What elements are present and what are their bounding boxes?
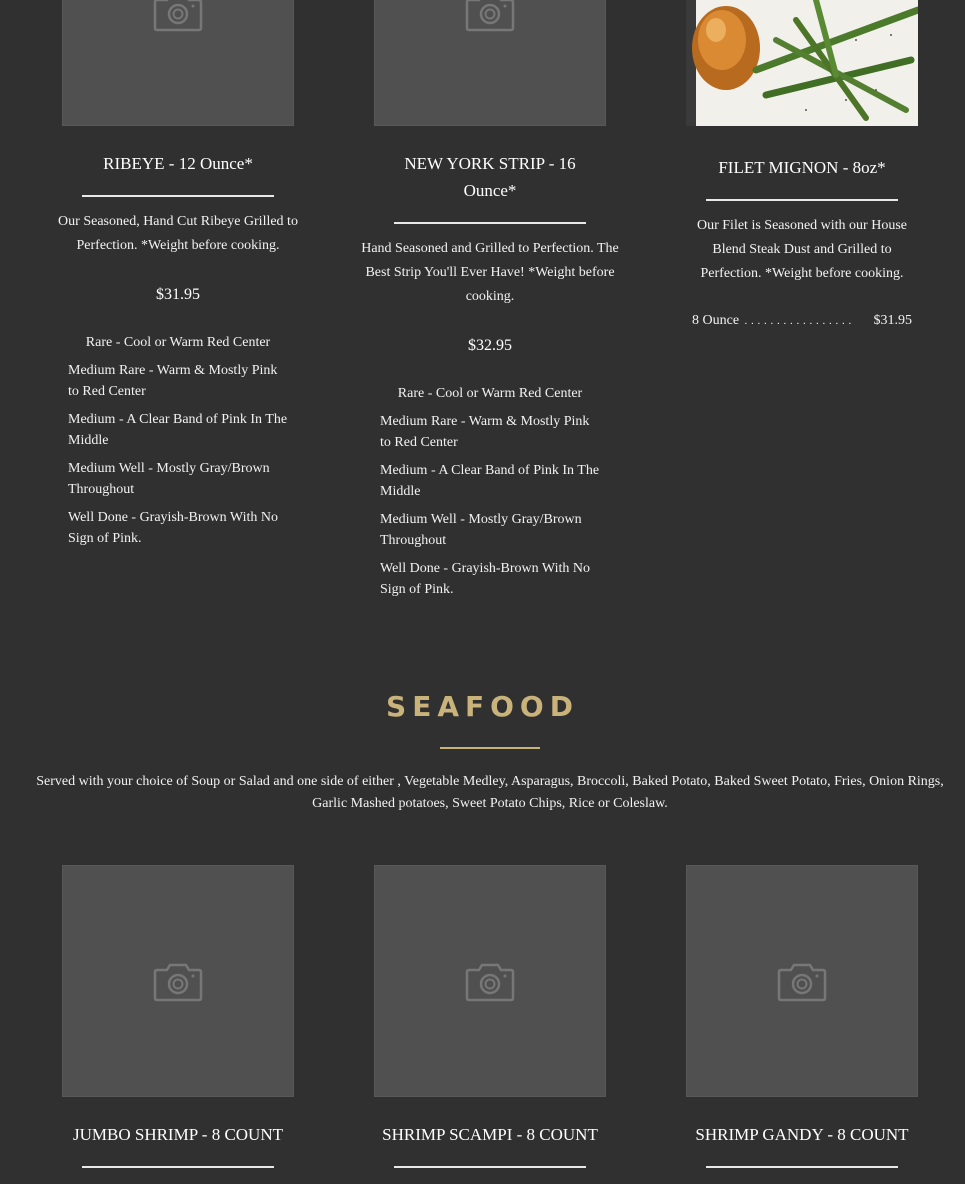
shrimp-scampi-image-placeholder [374,865,606,1097]
ribeye-title: RIBEYE - 12 Ounce* [103,154,253,173]
ny-strip-doneness-medium-rare: Medium Rare - Warm & Mostly Pink to Red Center [380,414,590,450]
ny-strip-doneness-medium-well: Medium Well - Mostly Gray/Brown Throughout [380,512,582,548]
shrimp-scampi-divider [394,1166,586,1168]
ny-strip-divider [394,222,586,224]
shrimp-gandy-image-placeholder [686,865,918,1097]
ny-strip-doneness-rare: Rare - Cool or Warm Red Center [397,386,583,401]
ribeye-doneness-rare: Rare - Cool or Warm Red Center [85,335,271,350]
ribeye-doneness-medium-rare: Medium Rare - Warm & Mostly Pink to Red Center [68,363,278,399]
ribeye-divider [82,195,274,197]
ny-strip-image-placeholder [374,0,606,126]
ny-strip-title: NEW YORK STRIP - 16 Ounce* [404,154,576,200]
jumbo-shrimp-divider [82,1166,274,1168]
filet-description: Our Filet is Seasoned with our House Blend Steak Dust and Grilled to Perfection. *Weight before cooking. [697,218,907,281]
ny-strip-doneness-well-done: Well Done - Grayish-Brown With No Sign of Pink. [380,561,590,597]
filet-mignon-photo [686,0,918,126]
ribeye-price: $31.95 [156,286,200,303]
camera-icon [465,962,515,1002]
ribeye-image-placeholder [62,0,294,126]
filet-title: FILET MIGNON - 8oz* [718,158,886,177]
seafood-served-with: Served with your choice of Soup or Salad and one side of either , Vegetable Medley, Asparagus, Broccoli, Baked Potato, Baked Sweet Potato, Fries, Onion Rings, Garlic Mashed potatoes, Sweet Potato Chips, Rice or Coleslaw. [36,774,944,811]
ribeye-doneness-well-done: Well Done - Grayish-Brown With No Sign of Pink. [68,510,278,546]
filet-dish-illustration [686,0,918,126]
filet-option-dots: . . . . . . . . . . . . . . . . . [744,315,852,327]
shrimp-scampi-title: SHRIMP SCAMPI - 8 COUNT [382,1125,598,1144]
filet-option-price: $31.95 [873,313,912,328]
seafood-section-title: SEAFOOD [386,690,579,723]
ribeye-description: Our Seasoned, Hand Cut Ribeye Grilled to Perfection. *Weight before cooking. [58,214,298,253]
ribeye-doneness-medium-well: Medium Well - Mostly Gray/Brown Throughout [68,461,270,497]
jumbo-shrimp-title: JUMBO SHRIMP - 8 COUNT [72,1125,283,1144]
camera-icon [153,962,203,1002]
ribeye-doneness-medium: Medium - A Clear Band of Pink In The Middle [68,412,288,448]
filet-divider [706,199,898,201]
shrimp-gandy-title: SHRIMP GANDY - 8 COUNT [695,1125,909,1144]
seafood-divider [440,747,540,749]
filet-option-label: 8 Ounce [692,313,740,328]
ny-strip-doneness-medium: Medium - A Clear Band of Pink In The Middle [380,463,600,499]
camera-icon [777,962,827,1002]
filet-option-row [692,310,912,332]
camera-icon [465,0,515,32]
camera-icon [153,0,203,32]
ny-strip-description: Hand Seasoned and Grilled to Perfection. The Best Strip You'll Ever Have! *Weight before cooking. [361,241,619,304]
ny-strip-price: $32.95 [468,337,512,354]
shrimp-gandy-divider [706,1166,898,1168]
jumbo-shrimp-image-placeholder [62,865,294,1097]
